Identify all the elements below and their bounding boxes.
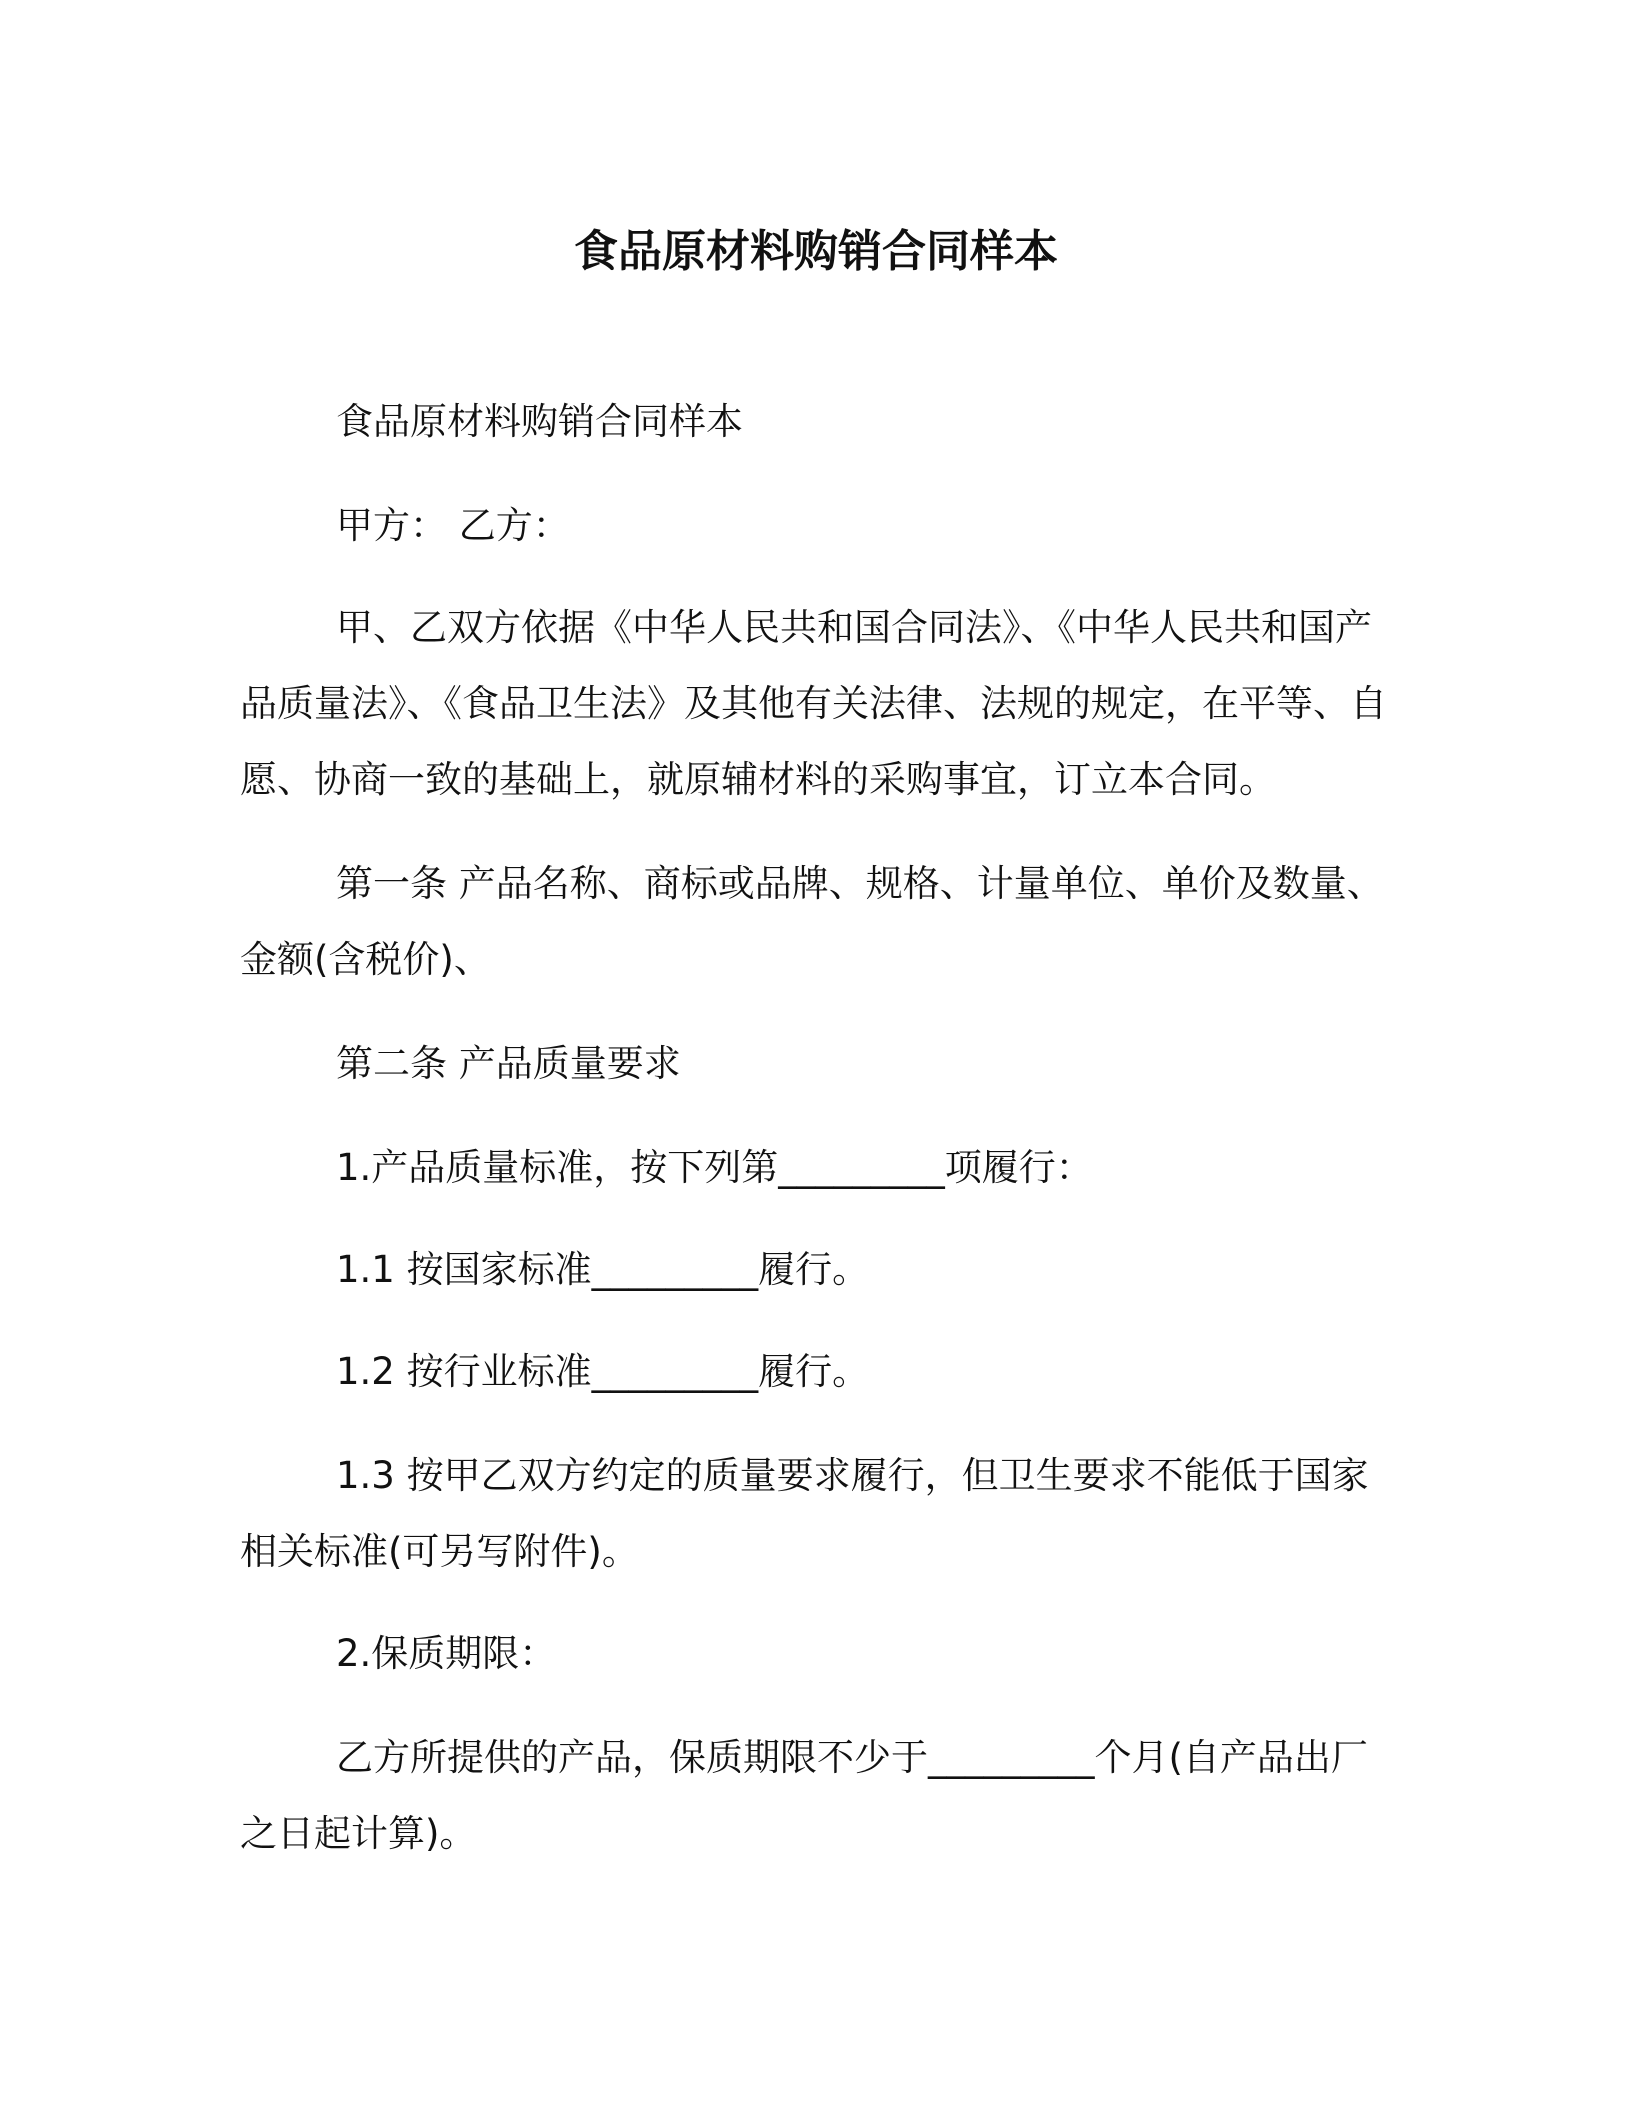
document-title: 食品原材料购销合同样本 — [574, 226, 1058, 277]
paragraph-shelf-life: 乙方所提供的产品，保质期限不少于_________个月(自产品出厂之日起计算)。 — [240, 1736, 1368, 1855]
paragraph-parties: 甲方： 乙方： — [336, 504, 570, 547]
paragraph-quality-standard: 1.产品质量标准，按下列第_________项履行： — [336, 1146, 1093, 1189]
paragraph-national-standard: 1.1 按国家标准_________履行。 — [336, 1248, 870, 1291]
paragraph-shelf-life-heading: 2.保质期限： — [336, 1632, 557, 1675]
paragraph-agreed-standard: 1.3 按甲乙双方约定的质量要求履行，但卫生要求不能低于国家相关标准(可另写附件)。 — [240, 1454, 1369, 1573]
paragraph-preamble: 甲、乙双方依据《中华人民共和国合同法》、《中华人民共和国产品质量法》、《食品卫生法》及其他有关法律、法规的规定，在平等、自愿、协商一致的基础上，就原辅材料的采购事宜，订立本合同。 — [240, 606, 1387, 801]
paragraph-industry-standard: 1.2 按行业标准_________履行。 — [336, 1350, 870, 1393]
paragraph-subtitle: 食品原材料购销合同样本 — [336, 400, 743, 443]
paragraph-article-2: 第二条 产品质量要求 — [336, 1042, 681, 1085]
paragraph-article-1: 第一条 产品名称、商标或品牌、规格、计量单位、单价及数量、金额(含税价)、 — [240, 862, 1384, 981]
